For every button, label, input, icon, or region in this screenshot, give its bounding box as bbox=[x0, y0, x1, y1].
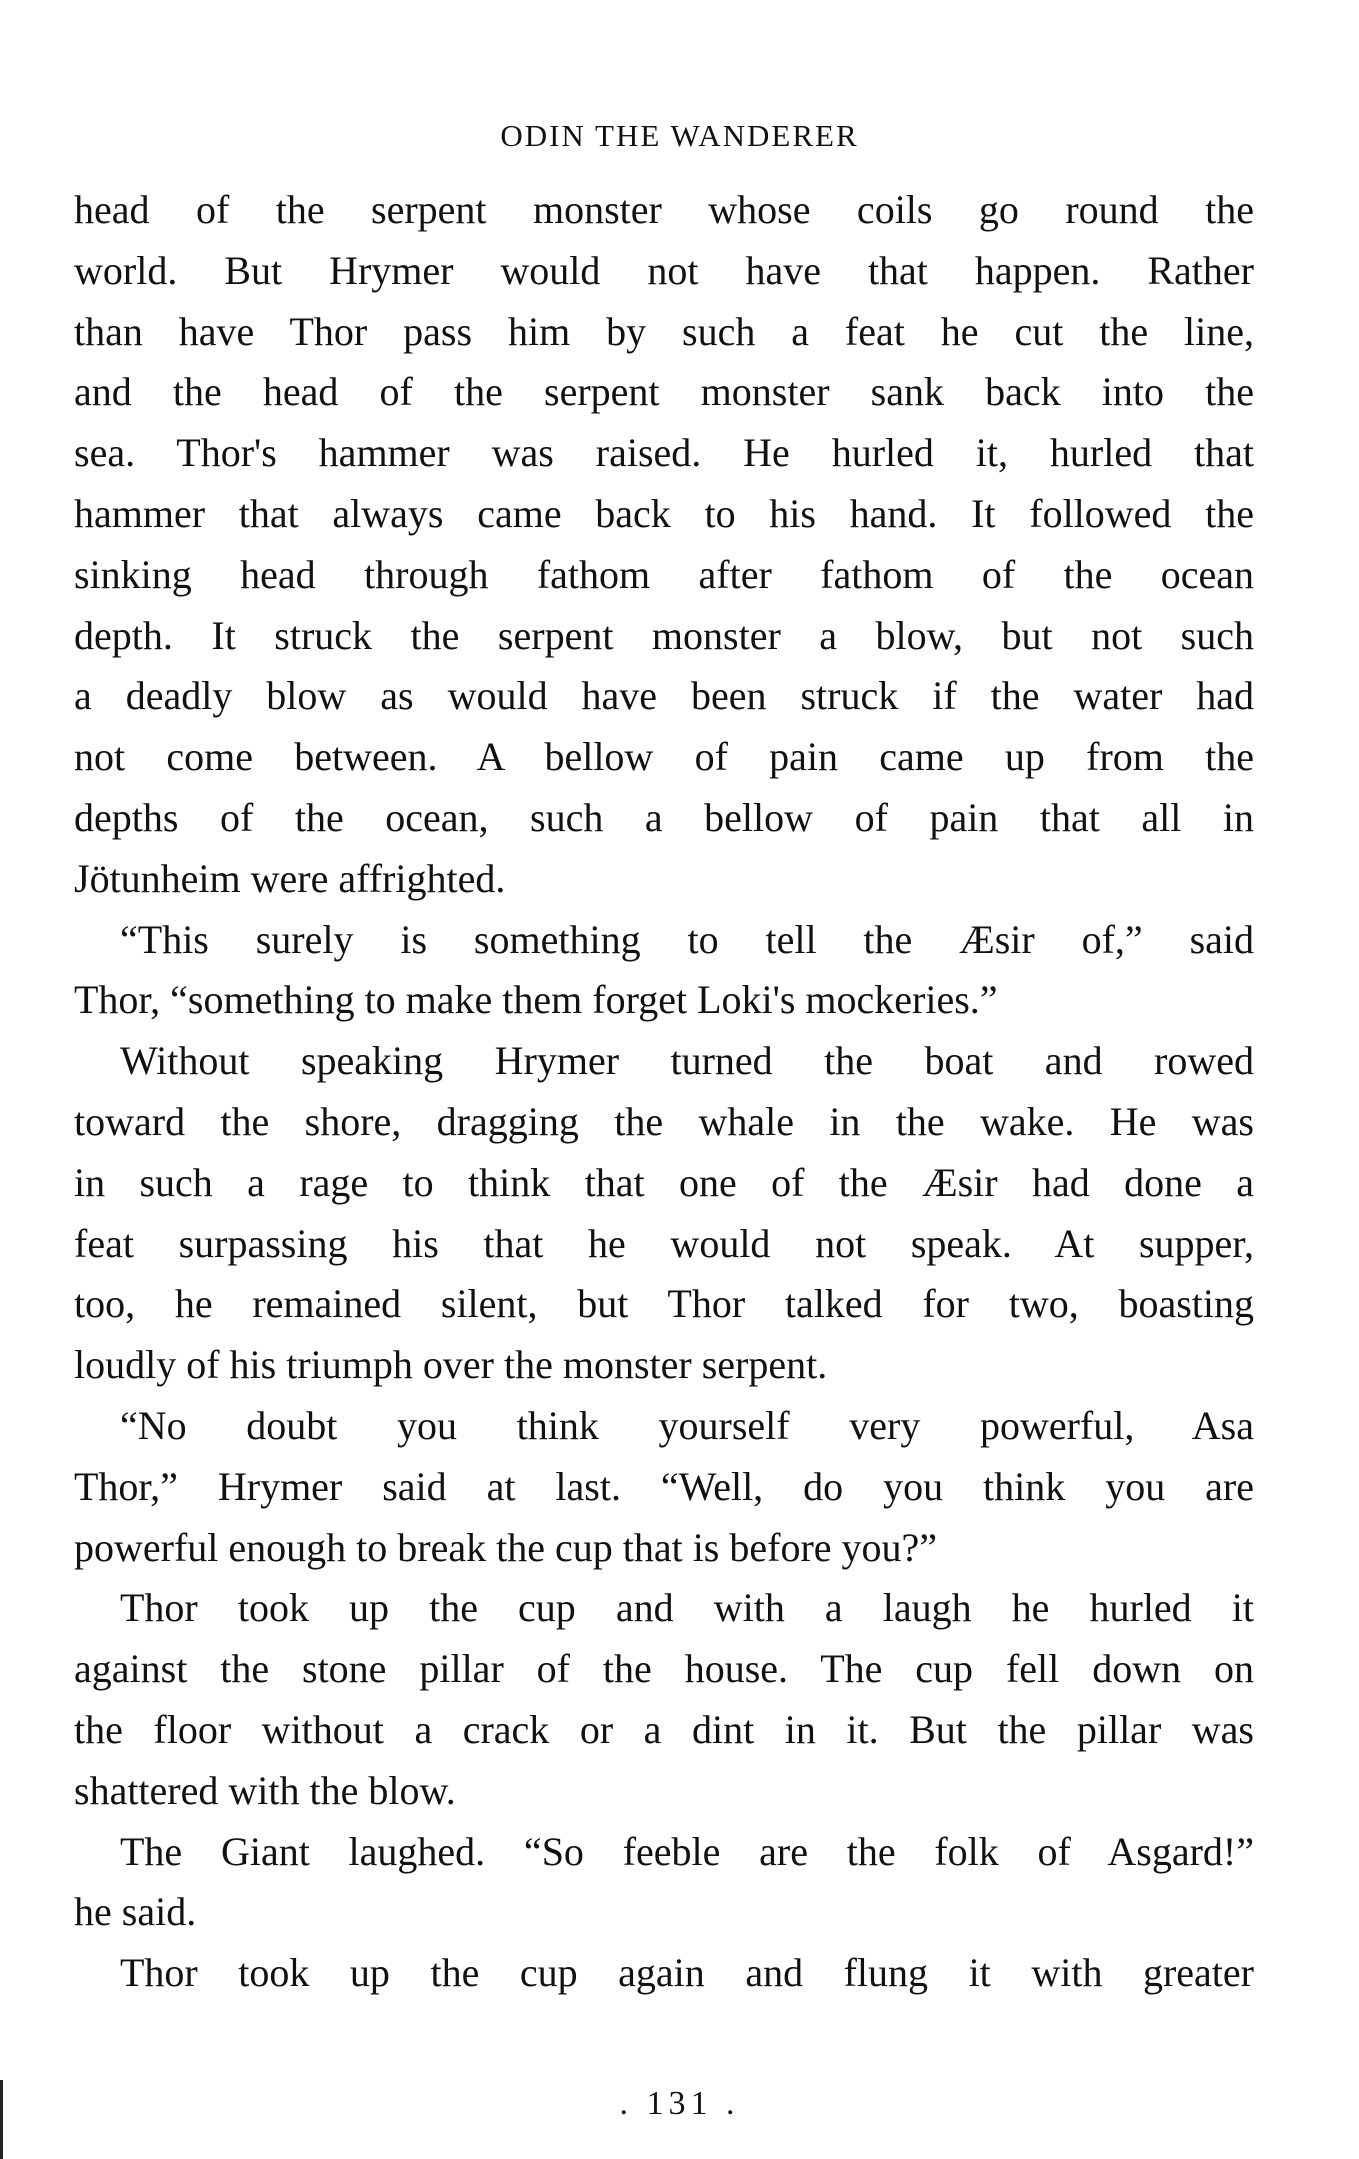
body-text bbox=[74, 180, 1254, 2004]
text-line: head of the serpent monster whose coils go round the bbox=[74, 187, 1254, 232]
text-line: not come between. A bellow of pain came up from the bbox=[74, 734, 1254, 780]
text-line: Thor took up the cup again and flung it with greater bbox=[120, 1950, 1254, 1996]
text-line: Jötunheim were affrighted. bbox=[74, 855, 506, 901]
text-line: feat surpassing his that he would not speak. At supper, bbox=[74, 1220, 1254, 1266]
text-line: Thor took up the cup and with a laugh he hurled it bbox=[120, 1585, 1254, 1631]
text-line: toward the shore, dragging the whale in the wake. He was bbox=[74, 1098, 1254, 1144]
text-line: Without speaking Hrymer turned the boat and rowed bbox=[120, 1038, 1254, 1084]
text-line: against the stone pillar of the house. The cup fell down on bbox=[74, 1646, 1254, 1692]
text-line: loudly of his triumph over the monster serpent. bbox=[74, 1342, 828, 1388]
page-number: . 131 . bbox=[619, 2085, 740, 2122]
text-line: powerful enough to break the cup that is before you?” bbox=[74, 1524, 938, 1570]
text-line: world. But Hrymer would not have that happen. Rather bbox=[74, 247, 1254, 293]
text-line: than have Thor pass him by such a feat he cut the line, bbox=[74, 308, 1254, 354]
text-line: the floor without a crack or a dint in it. But the pillar was bbox=[74, 1706, 1254, 1752]
scan-edge-mark bbox=[0, 2080, 3, 2159]
text-line: he said. bbox=[74, 1889, 197, 1935]
text-line: hammer that always came back to his hand. It followed the bbox=[74, 490, 1254, 536]
running-head: ODIN THE WANDERER bbox=[500, 118, 859, 153]
text-line: “No doubt you think yourself very powerful, Asa bbox=[120, 1402, 1254, 1448]
text-line: and the head of the serpent monster sank back into the bbox=[74, 369, 1254, 415]
text-line: “This surely is something to tell the Æsir of,” said bbox=[120, 916, 1254, 962]
text-line: sea. Thor's hammer was raised. He hurled it, hurled that bbox=[74, 430, 1254, 476]
text-line: depths of the ocean, such a bellow of pain that all in bbox=[74, 794, 1254, 840]
text-line: The Giant laughed. “So feeble are the folk of Asgard!” bbox=[120, 1828, 1254, 1874]
text-line: shattered with the blow. bbox=[74, 1767, 456, 1813]
text-line: in such a rage to think that one of the Æsir had done a bbox=[74, 1159, 1254, 1205]
text-line: Thor,” Hrymer said at last. “Well, do you think you are bbox=[74, 1463, 1254, 1509]
text-line: a deadly blow as would have been struck if the water had bbox=[74, 673, 1254, 719]
text-line: sinking head through fathom after fathom of the ocean bbox=[74, 551, 1254, 597]
text-line: too, he remained silent, but Thor talked for two, boasting bbox=[74, 1281, 1254, 1327]
text-line: depth. It struck the serpent monster a blow, but not such bbox=[74, 612, 1254, 658]
text-line: Thor, “something to make them forget Loki's mockeries.” bbox=[74, 977, 998, 1023]
